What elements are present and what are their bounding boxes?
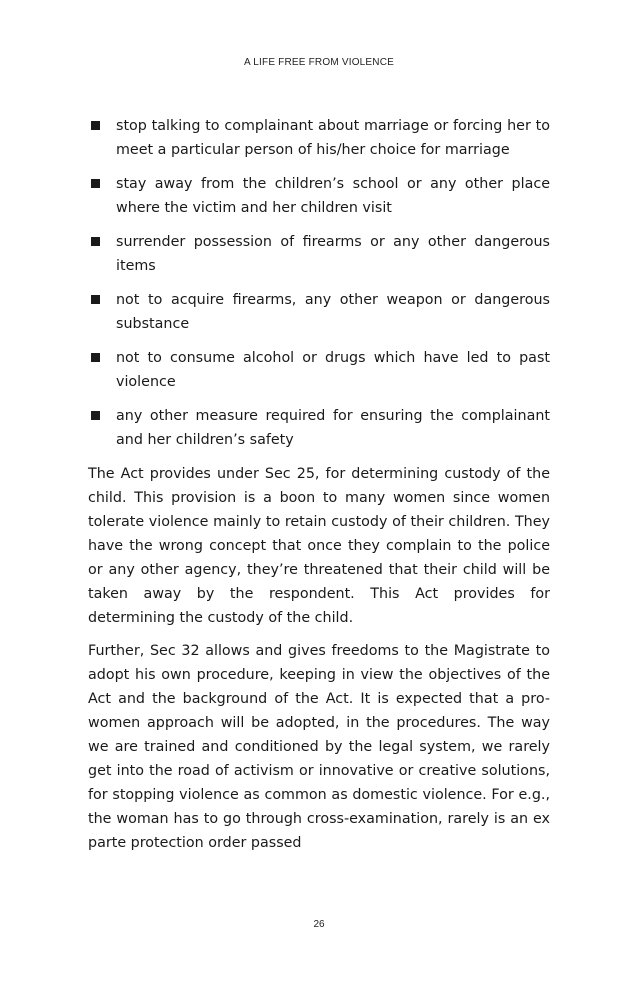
square-bullet-icon [91, 353, 100, 362]
list-item-text: stop talking to complainant about marriage or forcing her to meet a particular person of his/her choice for marriage [116, 118, 550, 158]
body-paragraph-custody: The Act provides under Sec 25, for determining custody of the child. This provision is a boon to many women since women tolerate violence mainly to retain custody of their children. They have the wrong concept that once they complain to the police or any other agency, they’re threatened that their child will be taken away by the respondent. This Act provides for determining the custody of the child. [88, 466, 550, 626]
list-item-text: not to acquire firearms, any other weapon or dangerous substance [116, 292, 550, 332]
list-item [88, 288, 550, 336]
square-bullet-icon [91, 295, 100, 304]
list-item-text: not to consume alcohol or drugs which have led to past violence [116, 350, 550, 390]
list-item [88, 114, 550, 162]
list-item-text: any other measure required for ensuring the complainant and her children’s safety [116, 408, 550, 448]
bullet-list [88, 114, 550, 452]
list-item [88, 230, 550, 278]
list-item-text: surrender possession of firearms or any other dangerous items [116, 234, 550, 274]
page-body [88, 114, 550, 864]
list-item-text: stay away from the children’s school or any other place where the victim and her children visit [116, 176, 550, 216]
running-header: A LIFE FREE FROM VIOLENCE [243, 57, 395, 68]
list-item [88, 172, 550, 220]
list-item [88, 404, 550, 452]
square-bullet-icon [91, 121, 100, 130]
square-bullet-icon [91, 179, 100, 188]
square-bullet-icon [91, 411, 100, 420]
list-item [88, 346, 550, 394]
square-bullet-icon [91, 237, 100, 246]
body-paragraph-procedure: Further, Sec 32 allows and gives freedoms to the Magistrate to adopt his own procedure, keeping in view the objectives of the Act and the background of the Act. It is expected that a pro-women approach will be adopted, in the procedures. The way we are trained and conditioned by the legal system, we rarely get into the road of activism or innovative or creative solutions, for stopping violence as common as domestic violence. For e.g., the woman has to go through cross-examination, rarely is an ex parte protection order passed [88, 643, 550, 851]
page-number: 26 [313, 919, 325, 930]
